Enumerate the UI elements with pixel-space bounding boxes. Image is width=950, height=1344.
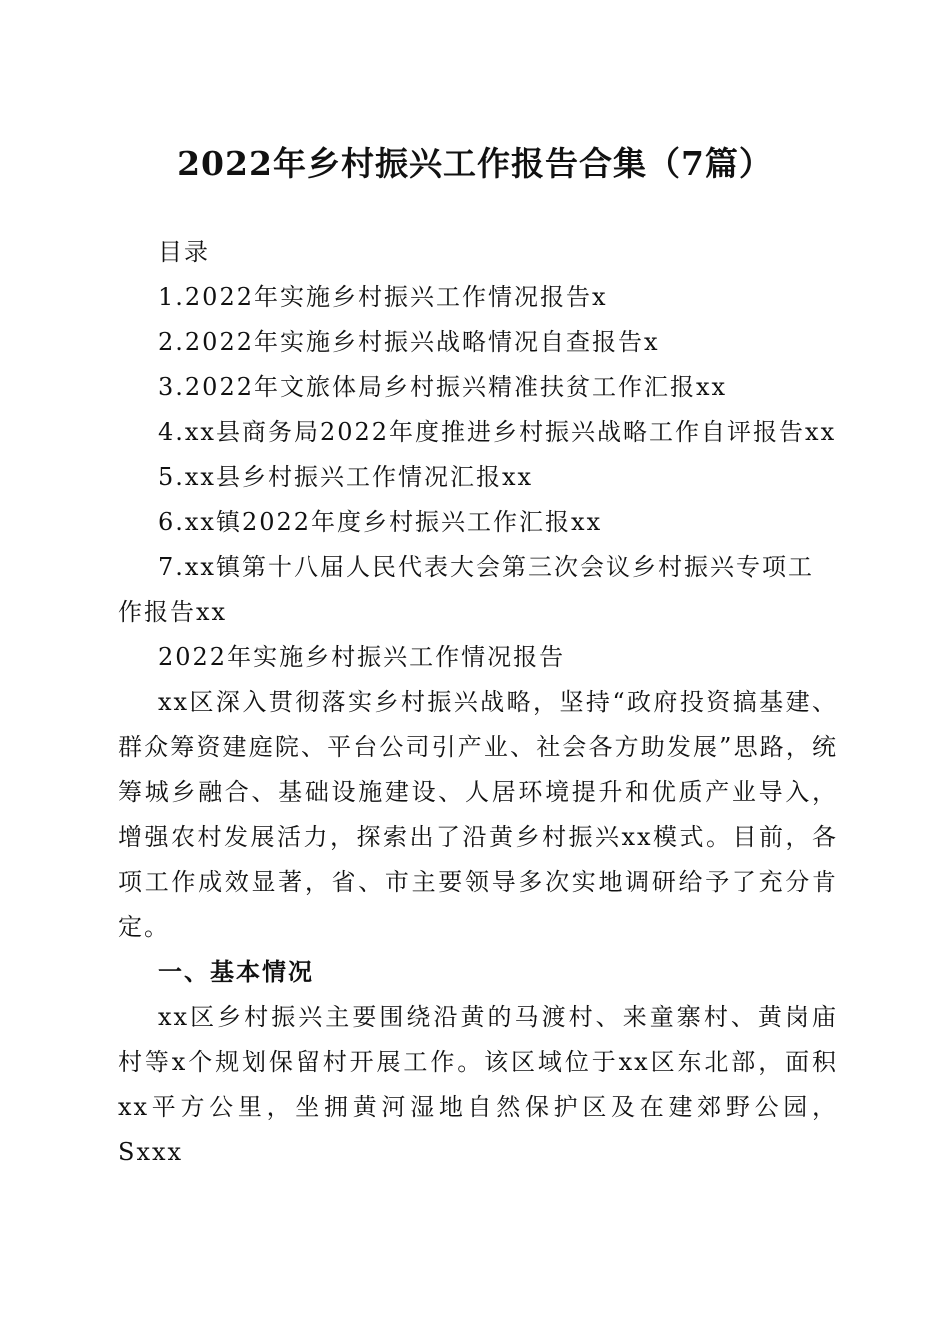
- intro-paragraph: xx区深入贯彻落实乡村振兴战略，坚持“政府投资搞基建、群众筹资建庭院、平台公司引产业、社会各方助发展”思路，统筹城乡融合、基础设施建设、人居环境提升和优质产业导入，增强农村发展活力，探索出了沿黄乡村振兴xx模式。目前，各项工作成效显著，省、市主要领导多次实地调研给予了充分肯定。: [118, 688, 838, 941]
- section-heading-basic: 一、基本情况: [158, 958, 314, 986]
- basic-info-paragraph: xx区乡村振兴主要围绕沿黄的马渡村、来童寨村、黄岗庙村等x个规划保留村开展工作。该区域位于xx区东北部，面积xx平方公里，坐拥黄河湿地自然保护区及在建郊野公园，Sxxx: [118, 1003, 838, 1166]
- document-title: 2022年乡村振兴工作报告合集（7篇）: [177, 144, 773, 183]
- toc-item-5: 5.xx县乡村振兴工作情况汇报xx: [158, 463, 534, 491]
- toc-item-7-line-2: 作报告xx: [118, 598, 228, 626]
- toc-item-2: 2.2022年实施乡村振兴战略情况自查报告x: [158, 328, 660, 356]
- toc-item-1: 1.2022年实施乡村振兴工作情况报告x: [158, 283, 608, 311]
- toc-item-3: 3.2022年文旅体局乡村振兴精准扶贫工作汇报xx: [158, 373, 728, 401]
- toc-label: 目录: [158, 238, 210, 266]
- toc-item-7: [118, 545, 838, 635]
- document-body: [118, 230, 838, 1175]
- section-title: 2022年实施乡村振兴工作情况报告: [158, 643, 566, 671]
- toc-item-6: 6.xx镇2022年度乡村振兴工作汇报xx: [158, 508, 603, 536]
- toc-item-7-line-1: 7.xx镇第十八届人民代表大会第三次会议乡村振兴专项工: [158, 553, 814, 581]
- toc-item-4: 4.xx县商务局2022年度推进乡村振兴战略工作自评报告xx: [158, 418, 837, 446]
